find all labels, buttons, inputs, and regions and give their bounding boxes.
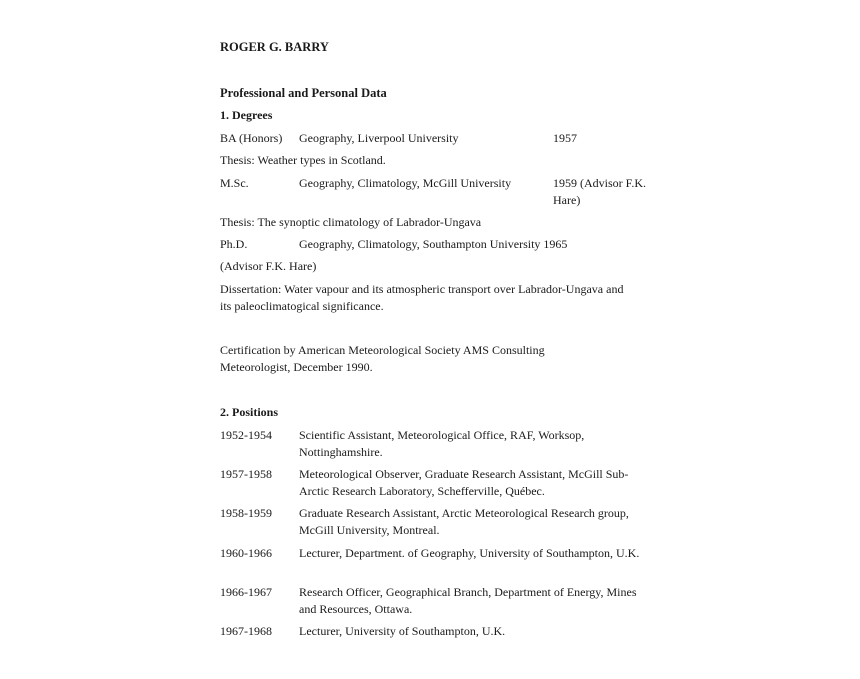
- certification: Certification by American Meteorological Society AMS Consulting Meteorologist, December 1990.: [220, 343, 545, 374]
- position-description: Meteorological Observer, Graduate Research Assistant, McGill Sub-Arctic Research Laboratory, Schefferville, Québec.: [299, 467, 629, 498]
- degree-field: Geography, Climatology, Southampton University 1965: [299, 237, 568, 251]
- degree-name: M.Sc.: [220, 176, 249, 190]
- position-description: Research Officer, Geographical Branch, Department of Energy, Mines and Resources, Ottawa.: [299, 585, 637, 616]
- degree-field: Geography, Climatology, McGill University: [299, 176, 512, 190]
- position-years: 1967-1968: [220, 624, 272, 638]
- person-name: ROGER G. BARRY: [220, 40, 329, 54]
- dissertation: Dissertation: Water vapour and its atmospheric transport over Labrador-Ungava and its paleoclimatogical significance.: [220, 282, 624, 313]
- position-years: 1966-1967: [220, 585, 272, 599]
- msc-thesis: Thesis: The synoptic climatology of Labrador-Ungava: [220, 215, 482, 229]
- positions-heading: 2. Positions: [220, 405, 279, 419]
- position-years: 1960-1966: [220, 546, 272, 560]
- position-years: 1958-1959: [220, 506, 272, 520]
- position-years: 1957-1958: [220, 467, 272, 481]
- degree-name: Ph.D.: [220, 237, 248, 251]
- position-description: Scientific Assistant, Meteorological Office, RAF, Worksop, Nottinghamshire.: [299, 428, 585, 459]
- degree-field: Geography, Liverpool University: [299, 131, 459, 145]
- degrees-heading: 1. Degrees: [220, 108, 273, 122]
- section-title-personal: Professional and Personal Data: [220, 86, 387, 100]
- degree-year: 1957: [553, 131, 577, 145]
- position-years: 1952-1954: [220, 428, 272, 442]
- phd-advisor: (Advisor F.K. Hare): [220, 259, 317, 273]
- degree-name: BA (Honors): [220, 131, 283, 145]
- position-description: Lecturer, University of Southampton, U.K.: [299, 624, 506, 638]
- position-description: Lecturer, Department. of Geography, University of Southampton, U.K.: [299, 546, 640, 560]
- degree-year: 1959 (Advisor F.K. Hare): [553, 176, 647, 207]
- position-description: Graduate Research Assistant, Arctic Meteorological Research group, McGill University, Montreal.: [299, 506, 629, 537]
- ba-thesis: Thesis: Weather types in Scotland.: [220, 153, 386, 167]
